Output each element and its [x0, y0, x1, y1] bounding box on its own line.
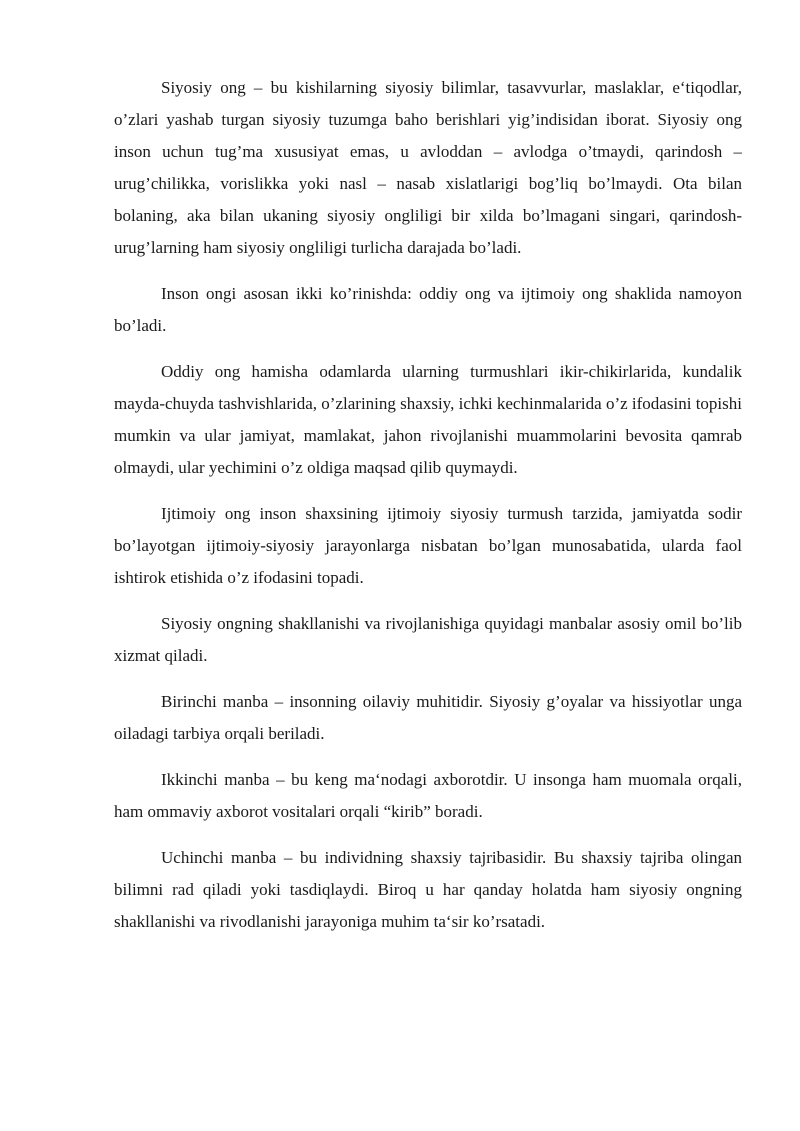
- paragraph-8: Uchinchi manba – bu individning shaxsiy tajribasidir. Bu shaxsiy tajriba olingan bilimni rad qiladi yoki tasdiqlaydi. Biroq u har qanday holatda ham siyosiy ongning shakllanishi va rivodlanishi jarayoniga muhim ta‘sir ko’rsatadi.: [114, 848, 742, 931]
- document-page: [114, 72, 742, 952]
- paragraph-4: Ijtimoiy ong inson shaxsining ijtimoiy siyosiy turmush tarzida, jamiyatda sodir bo’layotgan ijtimoiy-siyosiy jarayonlarga nisbatan bo’lgan munosabatida, ularda faol ishtirok etishida o’z ifodasini topadi.: [114, 504, 742, 587]
- paragraph-5: Siyosiy ongning shakllanishi va rivojlanishiga quyidagi manbalar asosiy omil bo’lib xizmat qiladi.: [114, 614, 742, 665]
- paragraph-2: Inson ongi asosan ikki ko’rinishda: oddiy ong va ijtimoiy ong shaklida namoyon bo’ladi.: [114, 284, 742, 335]
- paragraph-6: Birinchi manba – insonning oilaviy muhitidir. Siyosiy g’oyalar va hissiyotlar unga oiladagi tarbiya orqali beriladi.: [114, 692, 742, 743]
- paragraph-3: Oddiy ong hamisha odamlarda ularning turmushlari ikir-chikirlarida, kundalik mayda-chuyda tashvishlarida, o’zlarining shaxsiy, ichki kechinmalarida o’z ifodasini topishi mumkin va ular jamiyat, mamlakat, jahon rivojlanishi muammolarini bevosita qamrab olmaydi, ular yechimini o’z oldiga maqsad qilib quymaydi.: [114, 362, 742, 477]
- paragraph-7: Ikkinchi manba – bu keng ma‘nodagi axborotdir. U insonga ham muomala orqali, ham ommaviy axborot vositalari orqali “kirib” boradi.: [114, 770, 742, 821]
- paragraph-1: Siyosiy ong – bu kishilarning siyosiy bilimlar, tasavvurlar, maslaklar, e‘tiqodlar, o’zlari yashab turgan siyosiy tuzumga baho berishlari yig’indisidan iborat. Siyosiy ong inson uchun tug’ma xususiyat emas, u avloddan – avlodga o’tmaydi, qarindosh – urug’chilikka, vorislikka yoki nasl – nasab xislatlarigi bog’liq bo’lmaydi. Ota bilan bolaning, aka bilan ukaning siyosiy ongliligi bir xilda bo’lmagani singari, qarindosh-urug’larning ham siyosiy ongliligi turlicha darajada bo’ladi.: [114, 78, 742, 257]
